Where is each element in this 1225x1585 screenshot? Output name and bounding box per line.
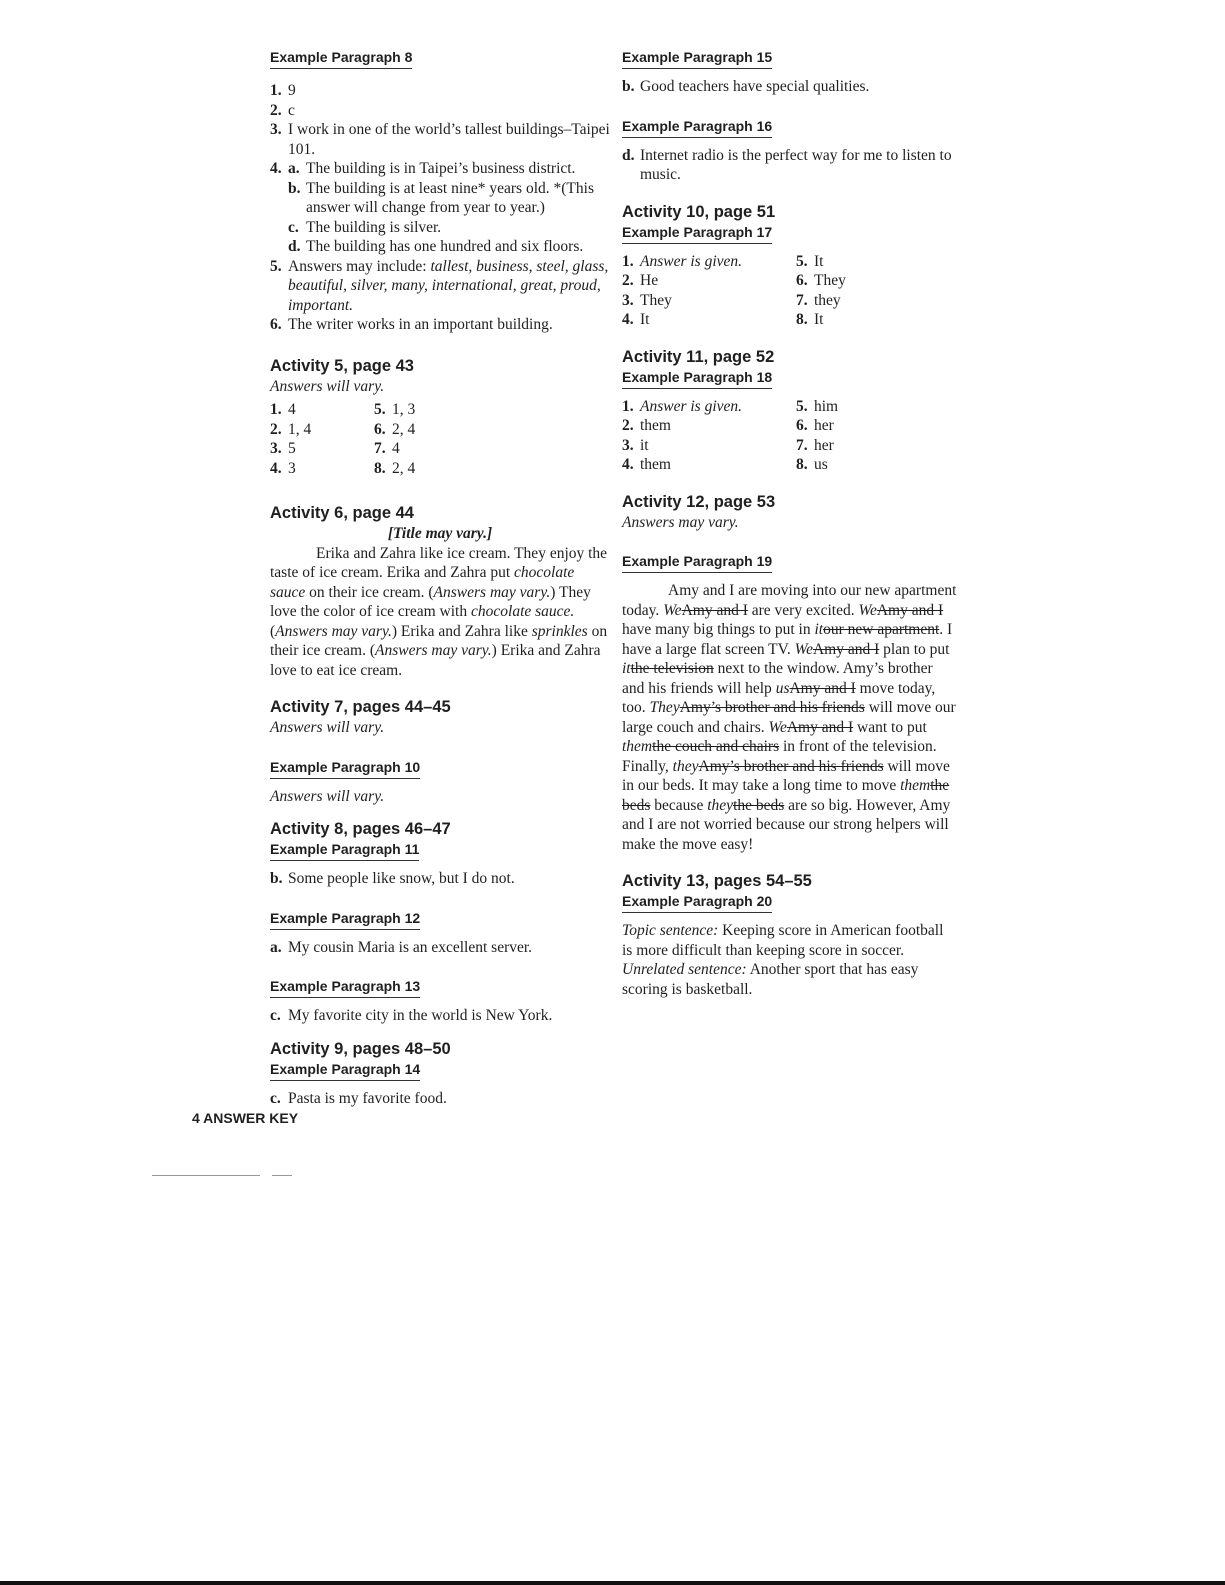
answer-text: Internet radio is the perfect way for me to listen to music.: [640, 146, 952, 183]
section-heading: Example Paragraph 8: [270, 49, 412, 69]
answer-text: Pasta is my favorite food.: [288, 1089, 447, 1107]
paragraph-text: Topic sentence: Keeping score in American football is more difficult than keeping score in soccer. Unrelated sentence: Another sport that has easy scoring is basketball.: [622, 922, 944, 998]
activity-10: [622, 201, 957, 330]
answer-grid: 1. 4 5. 1, 3 2. 1, 4 6. 2, 4 3. 5 7. 4 4. 3 8. 2, 4: [270, 401, 416, 477]
bottom-border: [0, 1581, 1225, 1585]
activity-heading: Activity 8, pages 46–47: [270, 820, 451, 838]
answer-text: My favorite city in the world is New York.: [288, 1007, 553, 1024]
section-heading: Example Paragraph 18: [622, 369, 772, 389]
section-heading: Example Paragraph 13: [270, 978, 420, 998]
answer-text: The building is in Taipei’s business district.: [306, 160, 576, 177]
example-paragraph-19: [622, 552, 957, 854]
activity-6: [270, 502, 610, 680]
activity-heading: Activity 7, pages 44–45: [270, 698, 451, 716]
answer-grid: 1. Answer is given. 5. him 2. them 6. her 3. it 7. her 4. them 8. us: [622, 397, 839, 473]
activity-7: [270, 696, 610, 738]
left-column: [270, 48, 610, 1108]
answer-text: 9: [288, 82, 296, 99]
section-heading: Example Paragraph 15: [622, 49, 772, 69]
activity-13: [622, 870, 957, 999]
section-heading: Example Paragraph 17: [622, 224, 772, 244]
section-heading: Example Paragraph 20: [622, 893, 772, 913]
right-column: [622, 48, 957, 999]
divider: [152, 1175, 260, 1176]
section-heading: Example Paragraph 11: [270, 841, 419, 861]
page-footer: 4 ANSWER KEY: [192, 1110, 299, 1126]
example-paragraph-13: Example Paragraph 13 c. My favorite city in the world is New York.: [270, 978, 553, 1024]
title-note: [Title may vary.]: [387, 525, 493, 542]
divider: [272, 1175, 292, 1176]
answer-note: Answers will vary.: [270, 719, 385, 736]
answer-text: The writer works in an important building.: [288, 316, 553, 333]
activity-8: Activity 8, pages 46–47 Example Paragraph 11 b. Some people like snow, but I do not.: [270, 818, 610, 889]
answer-text: The building has one hundred and six floors.: [306, 238, 584, 255]
activity-heading: Activity 13, pages 54–55: [622, 872, 812, 890]
activity-5: [270, 355, 610, 479]
activity-heading: Activity 11, page 52: [622, 347, 775, 366]
answer-text: Answers may include: tallest, business, steel, glass, beautiful, silver, many, international, great, proud, important.: [288, 257, 609, 314]
example-paragraph-8: Example Paragraph 8 1. 9 2. c 3. I work in one of the world’s tallest buildings–Taipei 101. 4. a. The building is in Taipei’s business district. b. The building is at least nine* years old. *(This answer will change from year to year.) c. The building is silver. d. The building has one hundred and six floors. 5. Answers may include: tallest, business, steel, glass, beautiful, silver, many, international, great, proud, important. 6. The writer works in an important building.: [270, 49, 610, 333]
activity-12: [622, 491, 957, 533]
example-paragraph-12: Example Paragraph 12 a. My cousin Maria is an excellent server.: [270, 909, 533, 956]
paragraph-text: Amy and I are moving into our new apartment today. WeAmy and I are very excited. WeAmy and I have many big things to put in itour new apartment. I have a large flat screen TV. WeAmy and I plan to put itthe television next to the window. Amy’s brother and his friends will help usAmy and I move today, too. TheyAmy’s brother and his friends will move our large couch and chairs. WeAmy and I want to put themthe couch and chairs in front of the television. Finally, theyAmy’s brother and his friends will move in our beds. It may take a long time to move themthe beds because theythe beds are so big. However, Amy and I are not worried because our strong helpers will make the move easy!: [622, 582, 957, 853]
activity-heading: Activity 5, page 43: [270, 356, 414, 375]
answer-grid: 1. Answer is given. 5. It 2. He 6. They 3. They 7. they 4. It 8. It: [622, 252, 846, 328]
answer-text: c: [288, 101, 295, 119]
activity-11: [622, 346, 957, 475]
section-heading: Example Paragraph 14: [270, 1061, 420, 1081]
activity-heading: Activity 12, page 53: [622, 492, 776, 511]
answer-note: Answers may vary.: [622, 513, 739, 531]
example-paragraph-16: Example Paragraph 16 d. Internet radio is the perfect way for me to listen to music.: [622, 117, 957, 185]
answer-text: Some people like snow, but I do not.: [288, 870, 515, 887]
section-heading: Example Paragraph 19: [622, 553, 772, 573]
activity-heading: Activity 6, page 44: [270, 504, 414, 522]
section-heading: Example Paragraph 10: [270, 759, 420, 779]
answer-text: The building is silver.: [306, 218, 442, 236]
example-paragraph-10: [270, 758, 610, 807]
section-heading: Example Paragraph 16: [622, 118, 772, 138]
example-paragraph-15: Example Paragraph 15 b. Good teachers have special qualities.: [622, 49, 870, 95]
answer-text: I work in one of the world’s tallest buildings–Taipei 101.: [288, 121, 610, 158]
answer-text: The building is at least nine* years old. *(This answer will change from year to year.): [306, 179, 594, 216]
answer-text: Good teachers have special qualities.: [640, 78, 870, 95]
paragraph-text: Erika and Zahra like ice cream. They enjoy the taste of ice cream. Erika and Zahra put chocolate sauce on their ice cream. (Answers may vary.) They love the color of ice cream with chocolate sauce. (Answers may vary.) Erika and Zahra like sprinkles on their ice cream. (Answers may vary.) Erika and Zahra love to eat ice cream.: [270, 544, 608, 679]
section-heading: Example Paragraph 12: [270, 910, 420, 930]
answer-text: My cousin Maria is an excellent server.: [288, 938, 533, 956]
answer-note: Answers will vary.: [270, 377, 385, 395]
answer-note: Answers will vary.: [270, 787, 385, 805]
activity-9: Activity 9, pages 48–50 Example Paragraph 14 c. Pasta is my favorite food.: [270, 1038, 610, 1109]
activity-heading: Activity 10, page 51: [622, 202, 776, 221]
activity-heading: Activity 9, pages 48–50: [270, 1039, 451, 1058]
